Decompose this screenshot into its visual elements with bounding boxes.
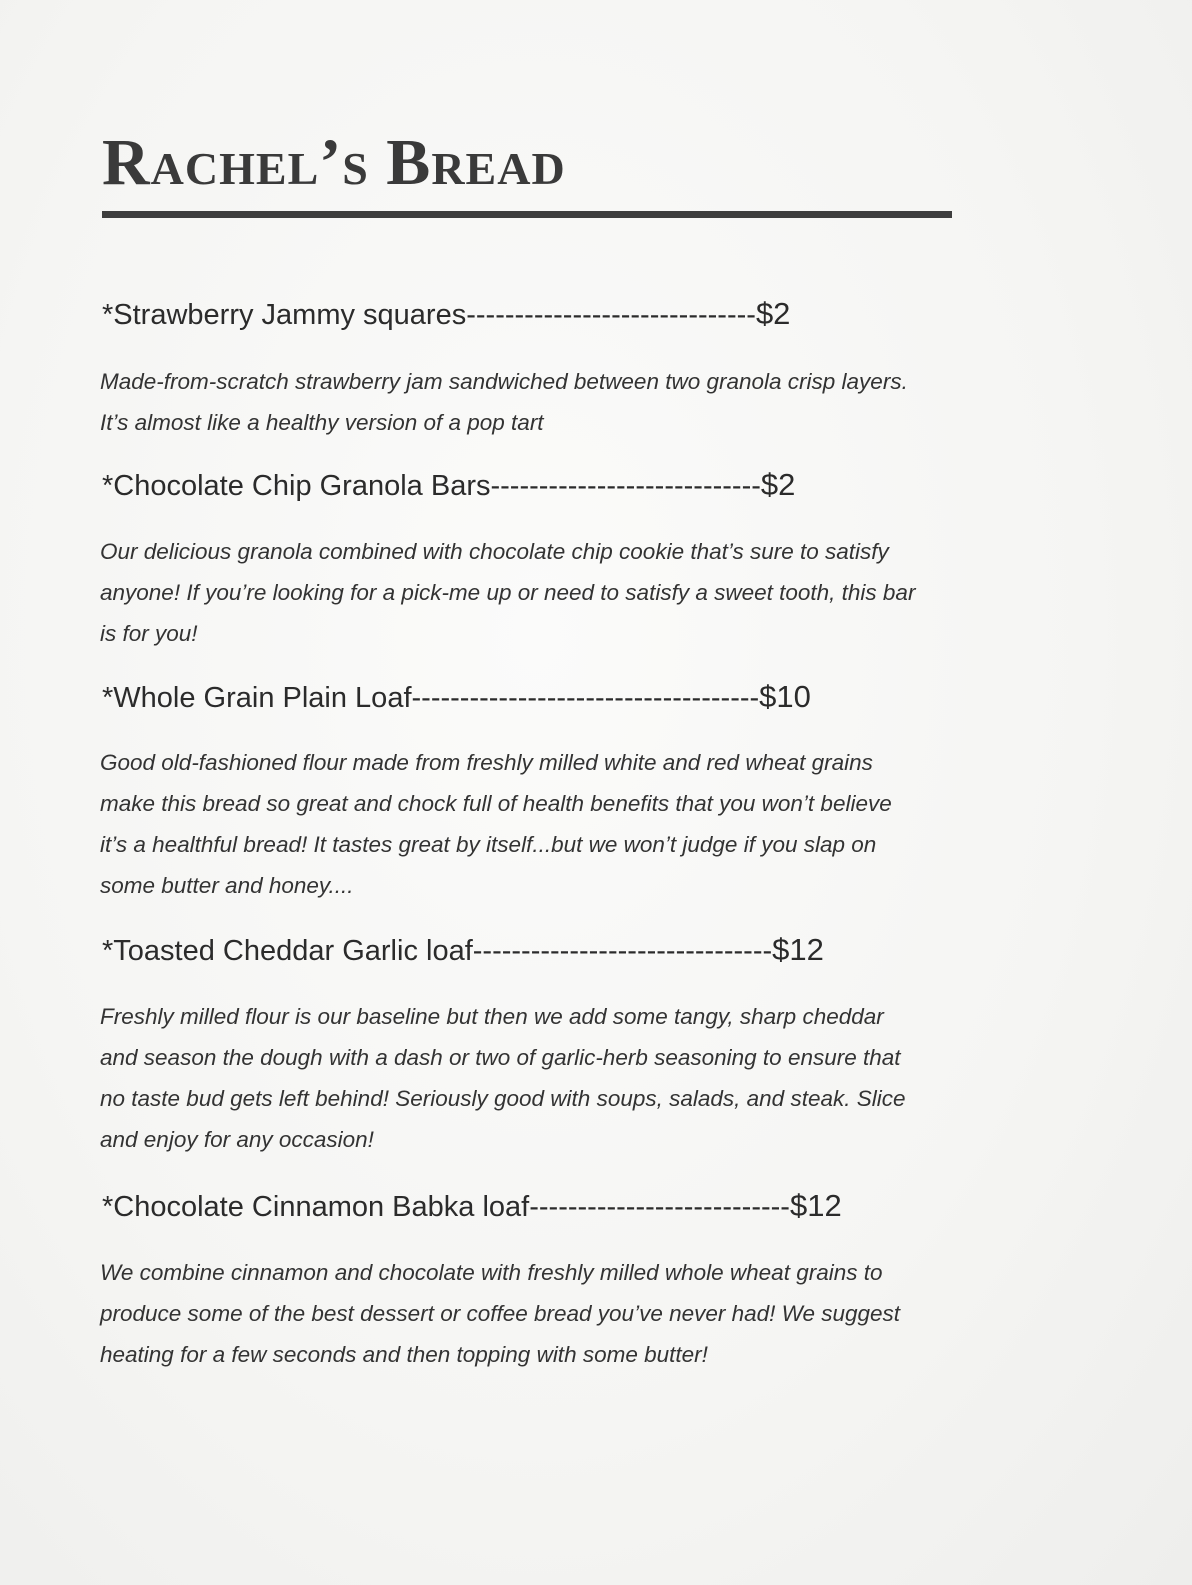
description-line: and season the dough with a dash or two of garlic-herb seasoning to ensure that	[100, 1045, 901, 1070]
menu-item-heading	[102, 298, 790, 330]
menu-item-name: *Chocolate Chip Granola Bars	[102, 470, 491, 502]
description-line: anyone! If you’re looking for a pick-me up or need to satisfy a sweet tooth, this bar	[100, 580, 916, 605]
menu-item-description	[100, 1252, 900, 1375]
description-line: and enjoy for any occasion!	[100, 1127, 374, 1152]
menu-title: Rachel’s Bread	[102, 126, 566, 199]
menu-item-description	[100, 531, 915, 654]
menu-item-leader: ------------------------------	[466, 299, 756, 331]
menu-item-description	[100, 361, 908, 443]
title-underline	[102, 211, 952, 218]
description-line: Good old-fashioned flour made from freshly milled white and red wheat grains	[100, 750, 873, 775]
menu-item-leader: ----------------------------	[490, 470, 761, 502]
menu-item-price: $2	[760, 467, 796, 502]
description-line: is for you!	[100, 621, 198, 646]
menu-item-price: $12	[789, 1188, 842, 1223]
menu-item-heading	[102, 934, 824, 966]
menu-item-price: $2	[755, 296, 791, 331]
menu-item-leader: -------------------------------	[472, 935, 773, 967]
description-line: it’s a healthful bread! It tastes great by itself...but we won’t judge if you slap on	[100, 832, 877, 857]
menu-item-heading	[102, 681, 811, 713]
description-line: make this bread so great and chock full of health benefits that you won’t believe	[100, 791, 892, 816]
description-line: heating for a few seconds and then topping with some butter!	[100, 1342, 708, 1367]
description-line: Freshly milled flour is our baseline but then we add some tangy, sharp cheddar	[100, 1004, 884, 1029]
description-line: Our delicious granola combined with chocolate chip cookie that’s sure to satisfy	[100, 539, 889, 564]
menu-item-description	[100, 742, 892, 906]
description-line: It’s almost like a healthy version of a pop tart	[100, 410, 544, 435]
menu-item-price: $10	[759, 679, 811, 714]
menu-item-price: $12	[772, 932, 824, 967]
menu-item-leader: ------------------------------------	[411, 682, 760, 714]
description-line: We combine cinnamon and chocolate with freshly milled whole wheat grains to	[100, 1260, 883, 1285]
menu-item-name: *Strawberry Jammy squares	[102, 299, 467, 331]
description-line: produce some of the best dessert or coffee bread you’ve never had! We suggest	[100, 1301, 901, 1326]
menu-item-name: *Toasted Cheddar Garlic loaf	[102, 935, 473, 967]
menu-item-name: *Chocolate Cinnamon Babka loaf	[102, 1191, 530, 1223]
menu-item-description	[100, 996, 906, 1160]
menu-item-heading	[102, 1190, 842, 1222]
description-line: no taste bud gets left behind! Seriously good with soups, salads, and steak. Slice	[100, 1086, 906, 1111]
description-line: some butter and honey....	[100, 873, 354, 898]
menu-item-name: *Whole Grain Plain Loaf	[102, 682, 412, 714]
description-line: Made-from-scratch strawberry jam sandwiched between two granola crisp layers.	[100, 369, 908, 394]
menu-item-heading	[102, 469, 795, 501]
menu-item-leader: ---------------------------	[529, 1191, 790, 1223]
